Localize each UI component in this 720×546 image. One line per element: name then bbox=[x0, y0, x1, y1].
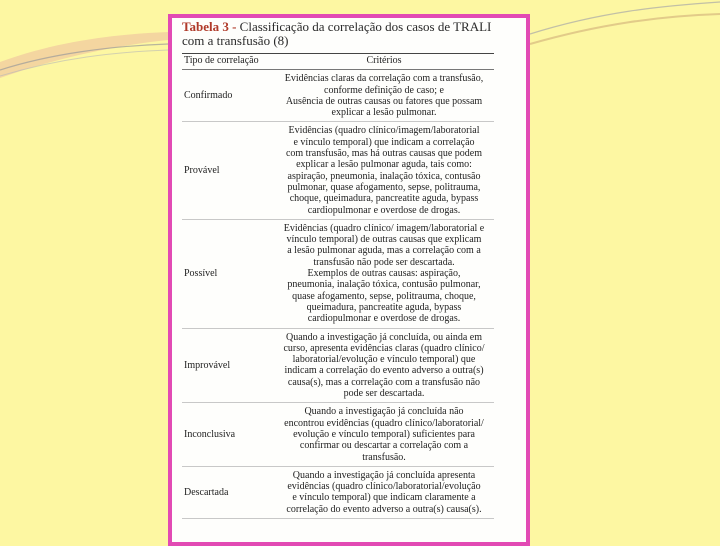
table-image-frame bbox=[168, 14, 530, 546]
table-row bbox=[182, 70, 494, 122]
table-row bbox=[182, 328, 494, 403]
criteria-cell bbox=[274, 122, 494, 219]
criteria-line: e vínculo temporal) que indicam claramente a bbox=[292, 492, 476, 504]
table-row bbox=[182, 219, 494, 328]
caption-label: Tabela 3 - bbox=[182, 19, 237, 34]
criteria-line: correlação do evento adverso a outra(s) causa(s). bbox=[286, 503, 482, 515]
criteria-line: a lesão pulmonar aguda, mas a correlação com a bbox=[287, 245, 481, 257]
criteria-line: conforme definição de caso; e bbox=[324, 84, 444, 96]
table-row bbox=[182, 122, 494, 219]
criteria-line: transfusão não pode ser descartada. bbox=[313, 256, 455, 268]
criteria-line: explicar a lesão pulmonar. bbox=[331, 107, 437, 119]
criteria-line: evolução e vínculo temporal) suficientes para bbox=[293, 428, 475, 440]
criteria-line: Exemplos de outras causas: aspiração, bbox=[307, 268, 461, 280]
criteria-line: queimadura, pancreatite aguda, bypass bbox=[306, 301, 462, 313]
criteria-line: e vínculo temporal) que indicam a correlação bbox=[293, 136, 475, 148]
correlation-type: Possível bbox=[182, 219, 274, 328]
header-type: Tipo de correlação bbox=[182, 54, 274, 70]
table-caption bbox=[182, 20, 516, 48]
criteria-line: Ausência de outras causas ou fatores que possam bbox=[285, 95, 483, 107]
criteria-line: pneumonia, inalação tóxica, contusão pulmonar, bbox=[287, 279, 481, 291]
table-row bbox=[182, 403, 494, 466]
criteria-cell bbox=[274, 403, 494, 466]
criteria-line: explicar a lesão pulmonar aguda, tais como: bbox=[296, 159, 472, 171]
criteria-cell bbox=[274, 219, 494, 328]
criteria-cell bbox=[274, 70, 494, 122]
criteria-line: cardiopulmonar e overdose de drogas. bbox=[307, 313, 461, 325]
classification-table bbox=[182, 53, 494, 519]
correlation-type: Inconclusiva bbox=[182, 403, 274, 466]
criteria-line: indicam a correlação do evento adverso a outra(s) bbox=[284, 365, 484, 377]
criteria-line: laboratorial/evolução e vínculo temporal) que bbox=[292, 354, 476, 366]
criteria-line: choque, queimadura, pancreatite aguda, bypass bbox=[289, 193, 479, 205]
criteria-line: curso, apresenta evidências claras (quadro clínico/ bbox=[283, 342, 485, 354]
criteria-line: Quando a investigação já concluída apresenta bbox=[292, 469, 476, 481]
criteria-line: vínculo temporal) de outras causas que explicam bbox=[286, 234, 482, 246]
correlation-type: Confirmado bbox=[182, 70, 274, 122]
header-row bbox=[182, 54, 494, 70]
criteria-line: Evidências claras da correlação com a transfusão, bbox=[284, 73, 484, 85]
criteria-line: encontrou evidências (quadro clínico/laboratorial/ bbox=[284, 417, 484, 429]
correlation-type: Descartada bbox=[182, 466, 274, 518]
criteria-line: evidências (quadro clínico/laboratorial/evolução bbox=[287, 481, 481, 493]
criteria-line: causa(s), mas a correlação com a transfusão não bbox=[287, 376, 481, 388]
criteria-line: aspiração, pneumonia, inalação tóxica, contusão bbox=[287, 170, 481, 182]
criteria-line: cardiopulmonar e overdose de drogas. bbox=[307, 204, 461, 216]
criteria-cell bbox=[274, 466, 494, 518]
header-criteria: Critérios bbox=[274, 54, 494, 70]
criteria-line: quase afogamento, sepse, politrauma, choque, bbox=[292, 290, 476, 302]
criteria-line: Quando a investigação já concluída, ou ainda em bbox=[285, 331, 483, 343]
criteria-line: transfusão. bbox=[362, 451, 406, 463]
correlation-type: Provável bbox=[182, 122, 274, 219]
criteria-line: confirmar ou descartar a correlação com a bbox=[299, 440, 469, 452]
correlation-type: Improvável bbox=[182, 328, 274, 403]
criteria-line: Evidências (quadro clínico/ imagem/laboratorial e bbox=[283, 222, 485, 234]
criteria-line: Evidências (quadro clínico/imagem/laboratorial bbox=[288, 125, 480, 137]
criteria-cell bbox=[274, 328, 494, 403]
table-row bbox=[182, 466, 494, 518]
criteria-line: pulmonar, quase afogamento, sepse, politrauma, bbox=[287, 181, 481, 193]
caption-text: Classificação da correlação dos casos de TRALI com a transfusão (8) bbox=[182, 19, 492, 48]
criteria-line: Quando a investigação já concluída não bbox=[304, 406, 464, 418]
criteria-line: pode ser descartada. bbox=[343, 388, 425, 400]
criteria-line: com transfusão, mas há outras causas que podem bbox=[285, 148, 483, 160]
